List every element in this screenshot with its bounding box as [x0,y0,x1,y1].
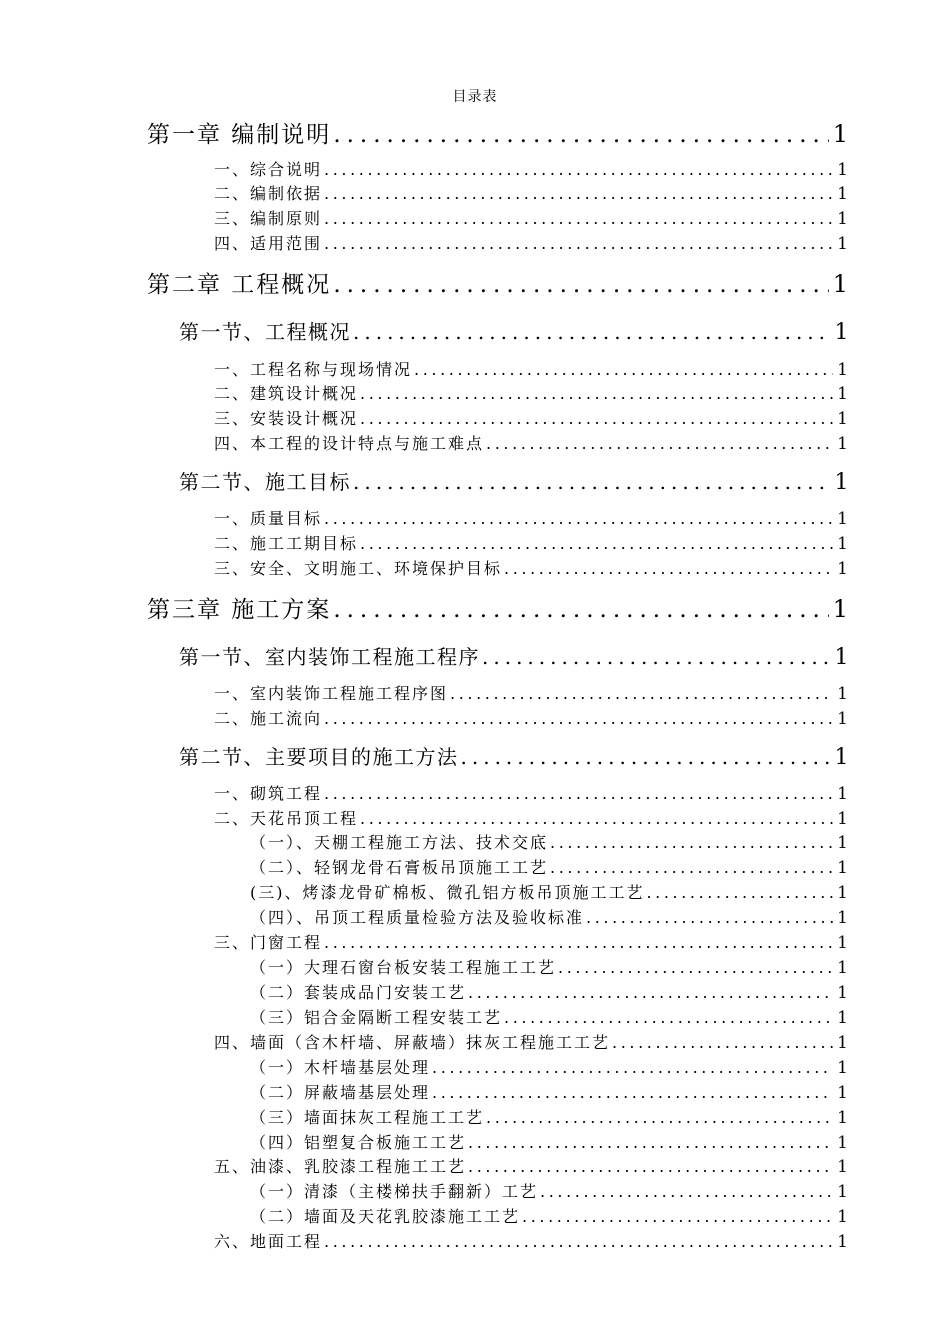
toc-entry[interactable] [214,1030,850,1053]
toc-entry-label: 第一节、室内装饰工程施工程序 [179,645,480,669]
toc-entry-label: 二、施工工期目标 [214,534,359,553]
toc-entry[interactable] [250,1179,850,1202]
dot-leader [333,272,828,298]
toc-entry-page-number: 1 [837,908,850,928]
dot-leader [647,883,834,902]
dot-leader [324,709,833,728]
toc-entry-label: 四、适用范围 [214,234,323,253]
toc-entry-page-number: 1 [834,645,850,670]
toc-entry-label: 四、墙面（含木杆墙、屏蔽墙）抹灰工程施工工艺 [214,1033,611,1052]
toc-entry[interactable] [214,681,850,704]
toc-entry-page-number: 1 [837,1133,850,1153]
toc-entry-label: 第二章 工程概况 [147,272,332,298]
toc-entry-label: （一）、天棚工程施工方法、技术交底 [250,833,549,852]
toc-entry-page-number: 1 [837,1058,850,1078]
toc-entry-page-number: 1 [832,270,850,298]
toc-entry-page-number: 1 [837,809,850,829]
toc-entry-page-number: 1 [837,1008,850,1028]
toc-entry[interactable] [214,781,850,804]
toc-entry-page-number: 1 [837,434,850,454]
toc-entry[interactable] [214,706,850,729]
toc-entry-label: （三）墙面抹灰工程施工工艺 [250,1108,485,1127]
dot-leader [353,470,831,494]
toc-entry-label: 六、地面工程 [214,1232,323,1251]
dot-leader [324,160,833,179]
toc-entry-page-number: 1 [837,360,850,380]
toc-entry[interactable] [147,266,850,299]
toc-entry-page-number: 1 [832,120,850,148]
dot-leader [324,209,833,228]
dot-leader [486,1108,833,1127]
dot-leader [450,684,833,703]
toc-entry-label: 二、施工流向 [214,709,323,728]
dot-leader [432,1083,833,1102]
dot-leader [360,534,833,553]
toc-entry[interactable] [179,641,850,670]
toc-entry-label: 第二节、主要项目的施工方法 [179,745,459,769]
toc-entry[interactable] [250,955,850,978]
toc-entry-page-number: 1 [837,684,850,704]
toc-entry-page-number: 1 [837,234,850,254]
toc-entry[interactable] [250,980,850,1003]
dot-leader [324,1232,833,1251]
toc-entry-label: （二）墙面及天花乳胶漆施工工艺 [250,1207,521,1226]
toc-entry[interactable] [250,905,850,928]
toc-entry[interactable] [214,381,850,404]
toc-entry-page-number: 1 [837,534,850,554]
toc-entry-label: 二、编制依据 [214,184,323,203]
toc-entry-label: （二）、轻钢龙骨石膏板吊顶施工工艺 [250,858,549,877]
toc-entry[interactable] [250,1005,850,1028]
toc-entry-page-number: 1 [837,983,850,1003]
toc-entry-page-number: 1 [832,595,850,623]
toc-entry[interactable] [250,1055,850,1078]
toc-entry[interactable] [147,591,850,624]
toc-entry[interactable] [250,880,850,903]
dot-leader [324,933,833,952]
toc-entry-page-number: 1 [834,745,850,770]
toc-entry-label: 第二节、施工目标 [179,470,351,494]
dot-leader [586,908,833,927]
toc-entry-label: 第三章 施工方案 [147,597,332,623]
toc-entry-label: 四、本工程的设计特点与施工难点 [214,434,485,453]
toc-entry[interactable] [214,1229,850,1252]
dot-leader [550,833,833,852]
toc-entry[interactable] [179,316,850,345]
dot-leader [324,234,833,253]
toc-entry[interactable] [250,1204,850,1227]
toc-entry-page-number: 1 [837,559,850,579]
dot-leader [468,1157,833,1176]
toc-entry[interactable] [179,466,850,495]
toc-entry-label: （一）清漆（主楼梯扶手翻新）工艺 [250,1182,539,1201]
toc-entry-page-number: 1 [834,320,850,345]
toc-entry-label: 二、建筑设计概况 [214,384,359,403]
dot-leader [540,1182,833,1201]
toc-entry[interactable] [179,741,850,770]
toc-entry-label: 三、安全、文明施工、环境保护目标 [214,559,503,578]
toc-entry[interactable] [250,830,850,853]
dot-leader [324,509,833,528]
toc-entry-label: 三、门窗工程 [214,933,323,952]
dot-leader [612,1033,833,1052]
toc-entry-page-number: 1 [837,933,850,953]
dot-leader [504,559,833,578]
toc-entry-label: 一、室内装饰工程施工程序图 [214,684,449,703]
dot-leader [486,434,833,453]
toc-entry-page-number: 1 [837,958,850,978]
toc-entry[interactable] [250,1130,850,1153]
toc-entry-page-number: 1 [837,384,850,404]
toc-entry-label: （二）套装成品门安装工艺 [250,983,467,1002]
toc-entry-label: 一、砌筑工程 [214,784,323,803]
toc-entry-page-number: 1 [837,184,850,204]
toc-entry-label: 三、安装设计概况 [214,409,359,428]
dot-leader [482,645,831,669]
toc-entry-page-number: 1 [837,1232,850,1252]
toc-entry-label: （一）大理石窗台板安装工程施工工艺 [250,958,557,977]
toc-entry-page-number: 1 [837,209,850,229]
toc-entry-label: 一、综合说明 [214,160,323,179]
toc-entry-label: （四）铝塑复合板施工工艺 [250,1133,467,1152]
toc-entry-label: （一）木杆墙基层处理 [250,1058,431,1077]
dot-leader [461,745,831,769]
toc-entry-page-number: 1 [837,709,850,729]
toc-entry[interactable] [250,1105,850,1128]
toc-entry-label: 第一章 编制说明 [147,122,332,148]
toc-entry-page-number: 1 [837,883,850,903]
toc-entry-page-number: 1 [837,409,850,429]
toc-entry[interactable] [214,206,850,229]
dot-leader [353,320,831,344]
toc-entry-page-number: 1 [837,509,850,529]
toc-entry-page-number: 1 [837,858,850,878]
dot-leader [333,597,828,623]
toc-entry-label: (三)、烤漆龙骨矿棉板、微孔铝方板吊顶施工工艺 [250,883,645,902]
dot-leader [360,384,833,403]
toc-entry[interactable] [214,357,850,380]
toc-entry-page-number: 1 [837,160,850,180]
toc-entry[interactable] [147,116,850,149]
dot-leader [324,784,833,803]
toc-entry-page-number: 1 [837,1083,850,1103]
toc-entry-label: （二）屏蔽墙基层处理 [250,1083,431,1102]
toc-entry[interactable] [214,406,850,429]
dot-leader [550,858,833,877]
toc-entry[interactable] [214,556,850,579]
toc-entry[interactable] [214,531,850,554]
toc-entry[interactable] [214,506,850,529]
toc-entry-label: （四）、吊顶工程质量检验方法及验收标准 [250,908,585,927]
toc-entry-label: （三）铝合金隔断工程安装工艺 [250,1008,503,1027]
toc-entry[interactable] [214,431,850,454]
toc-entry-page-number: 1 [837,833,850,853]
dot-leader [432,1058,833,1077]
page-title: 目录表 [452,89,498,105]
toc-entry[interactable] [250,855,850,878]
toc-entry-page-number: 1 [837,1157,850,1177]
toc-entry-page-number: 1 [834,470,850,495]
dot-leader [504,1008,833,1027]
dot-leader [522,1207,833,1226]
toc-entry-page-number: 1 [837,1108,850,1128]
toc-entry-page-number: 1 [837,1207,850,1227]
toc-entry-label: 第一节、工程概况 [179,320,351,344]
toc-entry-label: 三、编制原则 [214,209,323,228]
dot-leader [414,360,833,379]
toc-entry-label: 五、油漆、乳胶漆工程施工工艺 [214,1157,467,1176]
toc-entry[interactable] [214,806,850,829]
toc-entry[interactable] [250,1080,850,1103]
dot-leader [333,122,828,148]
dot-leader [468,983,833,1002]
toc-entry-page-number: 1 [837,1033,850,1053]
dot-leader [468,1133,833,1152]
dot-leader [324,184,833,203]
toc-entry-label: 二、天花吊顶工程 [214,809,359,828]
toc-entry[interactable] [214,231,850,254]
toc-entry-label: 一、工程名称与现场情况 [214,360,413,379]
toc-entry[interactable] [214,1154,850,1177]
toc-entry-page-number: 1 [837,784,850,804]
dot-leader [360,809,833,828]
toc-entry-label: 一、质量目标 [214,509,323,528]
toc-entry[interactable] [214,181,850,204]
dot-leader [558,958,833,977]
toc-entry[interactable] [214,930,850,953]
toc-entry[interactable] [214,157,850,180]
dot-leader [360,409,833,428]
toc-entry-page-number: 1 [837,1182,850,1202]
